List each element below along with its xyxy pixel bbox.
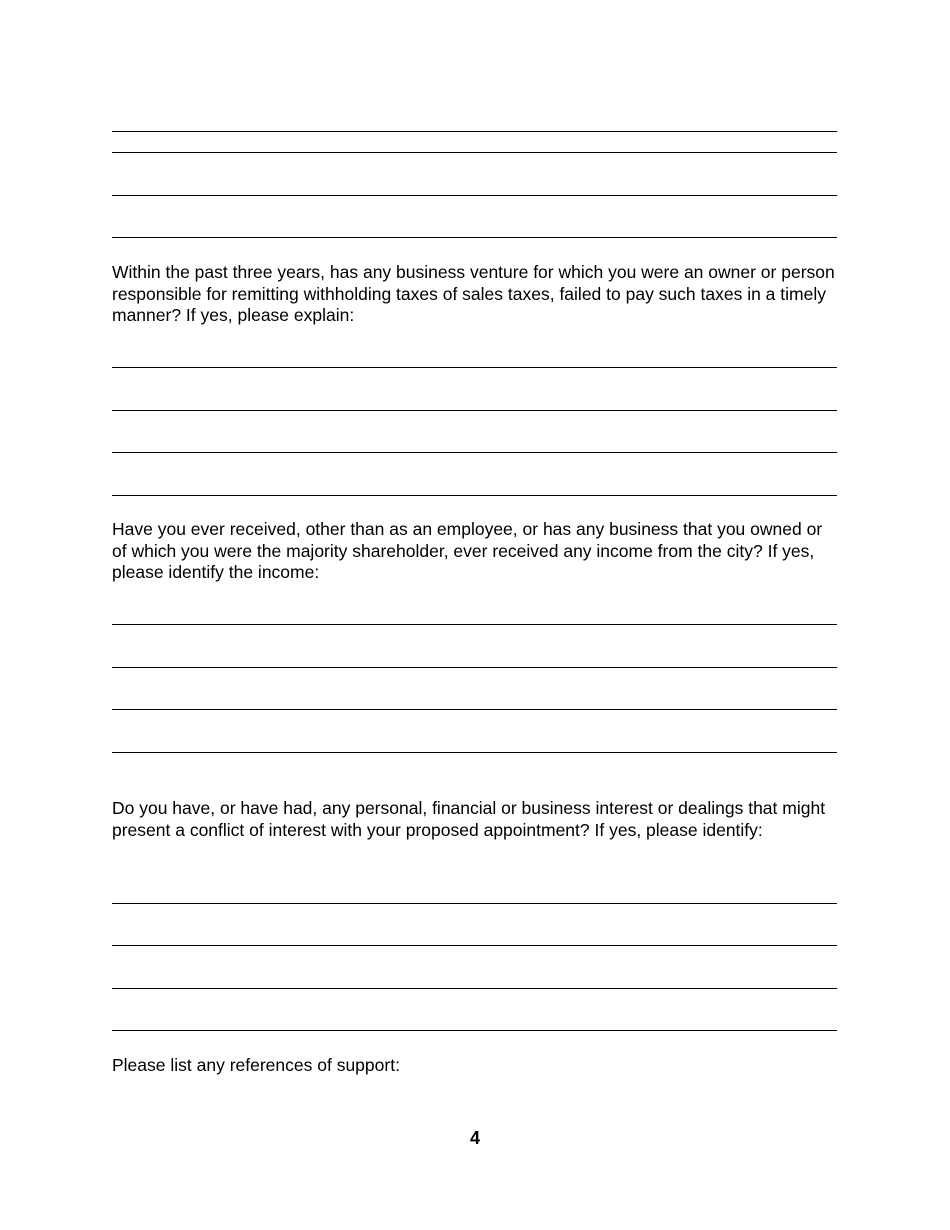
answer-line[interactable] — [112, 709, 837, 710]
question-tax-remittance: Within the past three years, has any business venture for which you were an owner or person responsible for remitting withholding taxes of sales taxes, failed to pay such taxes in a timely manner? If yes, please explain: — [112, 262, 835, 325]
answer-line[interactable] — [112, 752, 837, 753]
answer-line[interactable] — [112, 131, 837, 132]
answer-line[interactable] — [112, 667, 837, 668]
answer-line[interactable] — [112, 988, 837, 989]
answer-line[interactable] — [112, 195, 837, 196]
answer-line[interactable] — [112, 367, 837, 368]
page-number: 4 — [469, 1128, 480, 1148]
answer-line[interactable] — [112, 410, 837, 411]
answer-line[interactable] — [112, 452, 837, 453]
answer-line[interactable] — [112, 237, 837, 238]
question-references: Please list any references of support: — [112, 1055, 400, 1075]
answer-line[interactable] — [112, 495, 837, 496]
question-conflict-of-interest: Do you have, or have had, any personal, financial or business interest or dealings that might present a conflict of interest with your proposed appointment? If yes, please identify: — [112, 798, 826, 840]
answer-line[interactable] — [112, 624, 837, 625]
question-city-income: Have you ever received, other than as an employee, or has any business that you owned or of which you were the majority shareholder, ever received any income from the city? If yes, please identify the income: — [112, 519, 823, 582]
answer-line[interactable] — [112, 152, 837, 153]
answer-line[interactable] — [112, 1030, 837, 1031]
answer-line[interactable] — [112, 903, 837, 904]
answer-line[interactable] — [112, 945, 837, 946]
